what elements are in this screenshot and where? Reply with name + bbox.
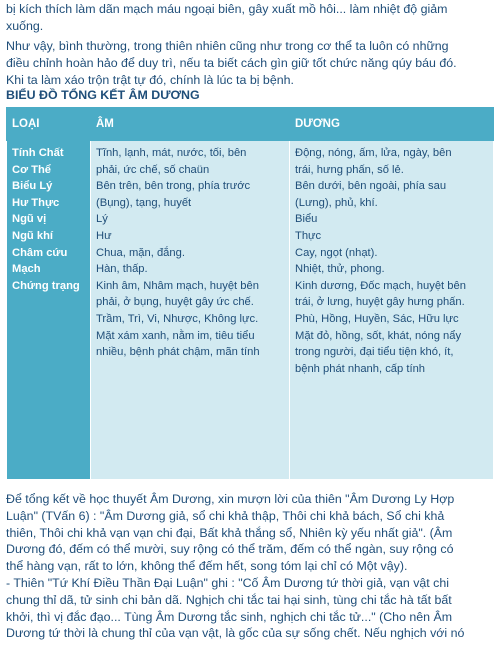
duong-text-line: (Lưng), phủ, khí. [295, 196, 378, 209]
category-label: Mạch [12, 263, 41, 276]
text-line: chung thỉ dã, tử sinh chi bản dã. Nghịch chi tắc tai hại sinh, tùng chi tắc hà tất bất [6, 592, 452, 607]
text-line: Dương đó, đếm có thể mười, suy rộng có thể trăm, đếm có thể ngàn, suy rộng có [6, 542, 454, 557]
am-text-line: Chua, mặn, đắng. [96, 246, 185, 259]
am-text-line: phải, ở bụng, huyệt gây ức chế. [96, 296, 254, 309]
text-line: - Thiên "Tứ Khí Điều Thần Đại Luận" ghi : "Cố Âm Dương tứ thời giả, vạn vật chi [6, 575, 450, 590]
duong-text-line: Phù, Hồng, Huyền, Sác, Hữu lực [295, 312, 459, 325]
text-line: bị kích thích làm dãn mạch máu ngoại biên, gây xuất mồ hôi... làm nhiệt độ giảm [6, 2, 448, 16]
duong-text-line: Thực [295, 229, 322, 242]
duong-column-cell [290, 141, 494, 480]
duong-text-line: Bên dưới, bên ngoài, phía sau [295, 180, 447, 193]
am-text-line: phải, ức chế, số chaün [96, 163, 210, 176]
am-text-line: Kinh âm, Nhâm mạch, huyệt bên [96, 279, 259, 292]
duong-text-line: trái, ở lưng, huyệt gây hưng phấn. [295, 296, 465, 309]
text-line: thiên, Thôi chi khả vạn vạn chi đại, Bất khả thắng sổ, Nhiên kỳ yếu nhất giả". (Âm [6, 525, 453, 540]
am-text-line: (Bụng), tạng, huyết [96, 196, 192, 209]
table-row [7, 141, 494, 480]
am-text-line: Lý [96, 213, 108, 226]
intro-paragraph [0, 1, 503, 35]
table-header-row [7, 108, 494, 141]
summary-paragraph [0, 38, 503, 88]
category-label: Châm cứu [12, 246, 68, 259]
header-duong: DƯƠNG [290, 108, 494, 141]
duong-text-line: trong người, đại tiểu tiện khó, ít, [295, 346, 454, 359]
category-label: Ngũ khí [12, 229, 54, 242]
am-column-cell [91, 141, 290, 480]
category-labels-cell [7, 141, 91, 480]
conclusion-paragraph [0, 491, 503, 642]
text-line: Khi ta làm xáo trộn trật tự đó, chính là lúc ta bị bệnh. [6, 72, 294, 87]
category-label: Hư Thực [12, 196, 60, 209]
header-am: ÂM [91, 108, 290, 141]
duong-text-line: Nhiệt, thử, phong. [295, 263, 385, 276]
text-line: điều chỉnh hoàn hảo để duy trì, nếu ta biết cách gìn giữ tốt chức năng qúy báu đó. [6, 55, 457, 70]
duong-text-line: Mặt đỏ, hồng, sốt, khát, nóng nẩy [295, 329, 462, 342]
category-label: Biểu Lý [12, 180, 53, 193]
am-text-line: nhiều, bệnh phát chậm, mãn tính [96, 346, 260, 359]
duong-text-line: trái, hưng phấn, số lẻ. [295, 163, 404, 176]
category-label: Chứng trạng [12, 279, 80, 292]
duong-text-line: bệnh phát nhanh, cấp tính [295, 362, 426, 375]
text-line: khởi, thì vị đắc đạo... Tùng Âm Dương tắc sinh, nghịch chi tắc tử..." (Cho nên Âm [6, 609, 453, 624]
am-text-line: Tĩnh, lạnh, mát, nước, tối, bên [96, 147, 247, 159]
text-line: Dương tứ thời là chung thỉ của vạn vật, là gốc của sự sống chết. Nếu nghịch với nó [6, 626, 465, 641]
am-text-line: Hàn, thấp. [96, 263, 148, 276]
am-text-line: Bên trên, bên trong, phía trước [96, 180, 251, 193]
table-heading: BIỂU ĐỒ TỔNG KẾT ÂM DƯƠNG [6, 88, 200, 102]
text-line: thể hàng vạn, rất to lớn, không thể đếm hết, song tóm lại chỉ có Một vậy). [6, 559, 408, 574]
text-line: Như vậy, bình thường, trong thiên nhiên cũng như trong cơ thể ta luôn có những [6, 39, 449, 53]
text-line: Luận" (TVấn 6) : "Âm Dương giả, sổ chi khả thập, Thôi chi khả bách, Sổ chi khả [6, 508, 445, 523]
duong-text-line: Động, nóng, ấm, lửa, ngày, bên [295, 147, 452, 159]
category-label: Cơ Thể [12, 163, 52, 176]
duong-text-line: Cay, ngọt (nhạt). [295, 246, 378, 259]
am-text-line: Hư [96, 229, 112, 242]
am-duong-summary-table [6, 107, 494, 480]
am-text-line: Trầm, Trì, Vi, Nhược, Không lực. [96, 312, 259, 325]
category-label: Tính Chất [12, 147, 64, 159]
text-line: Để tổng kết về học thuyết Âm Dương, xin mượn lời của thiên "Âm Dương Ly Hợp [6, 492, 455, 506]
text-line: xuống. [6, 18, 44, 33]
am-text-line: Mặt xám xanh, nằm im, tiêu tiểu [96, 329, 255, 342]
category-label: Ngũ vị [12, 213, 47, 226]
duong-text-line: Biểu [295, 213, 318, 226]
header-loai: LOẠI [7, 108, 91, 141]
duong-text-line: Kinh dương, Đốc mạch, huyệt bên [295, 279, 466, 292]
